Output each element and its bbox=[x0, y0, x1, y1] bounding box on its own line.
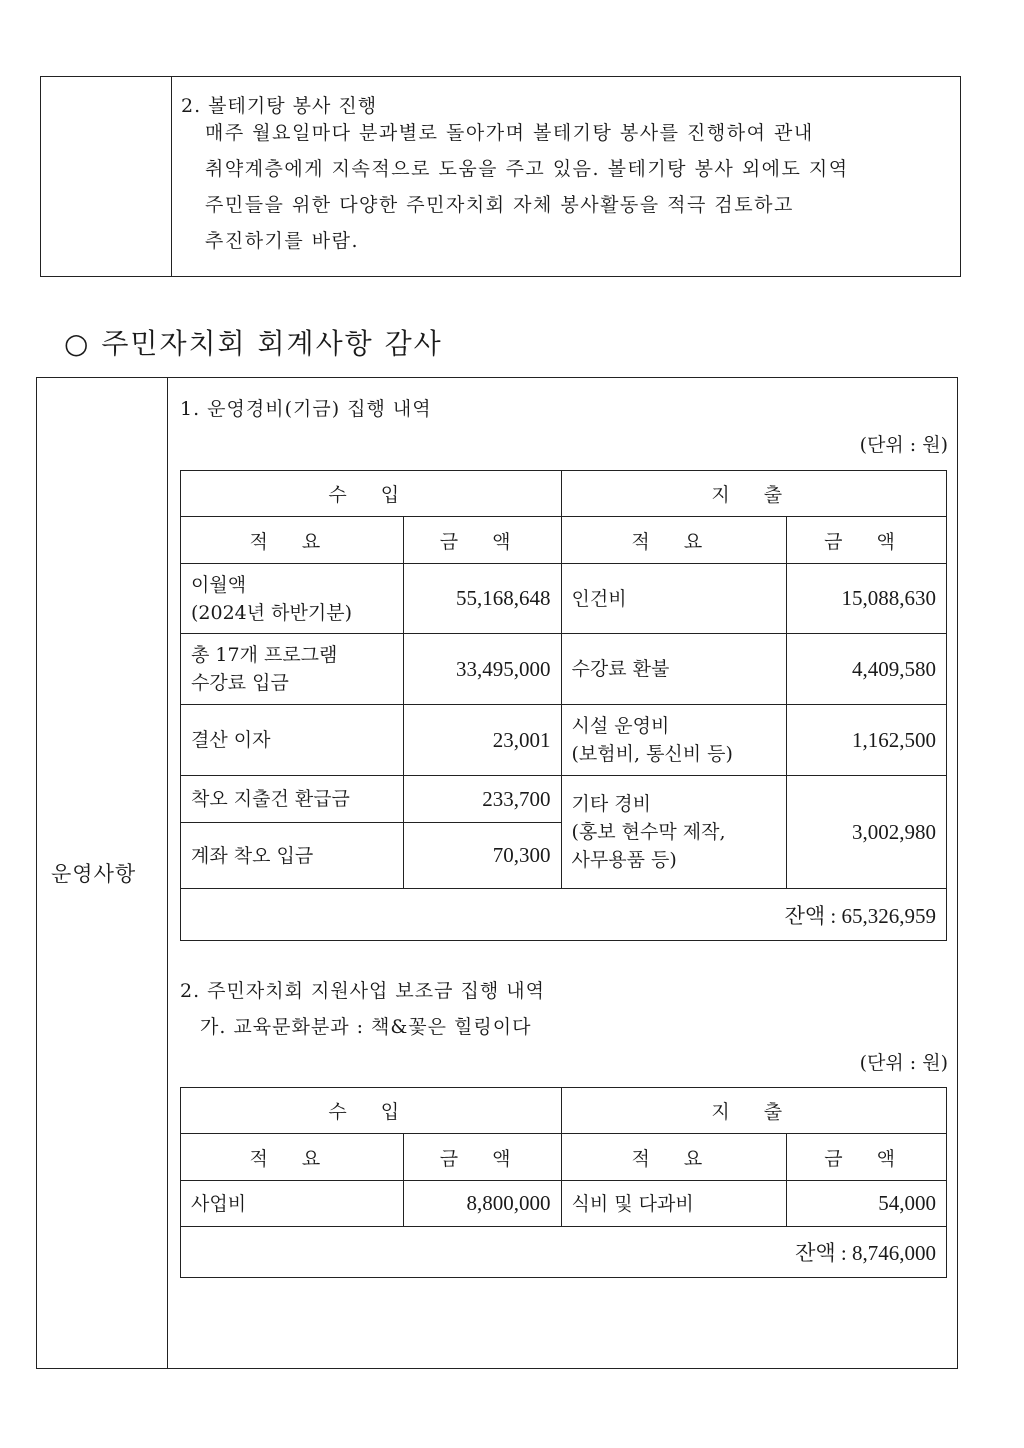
expense-amount: 1,162,500 bbox=[787, 705, 947, 776]
expense-amount: 3,002,980 bbox=[787, 776, 947, 889]
amount-header: 금 액 bbox=[403, 517, 561, 564]
income-amount: 23,001 bbox=[403, 705, 561, 776]
circle-bullet-icon: ○ bbox=[64, 327, 91, 360]
balance: 잔액 : 65,326,959 bbox=[181, 889, 947, 941]
divider bbox=[171, 77, 172, 276]
subsidy-table bbox=[180, 1087, 947, 1278]
expense-amount: 15,088,630 bbox=[787, 564, 947, 634]
part1-unit: (단위 : 원) bbox=[859, 434, 948, 456]
income-header: 수 입 bbox=[181, 1088, 562, 1134]
expense-desc: 기타 경비 (홍보 현수막 제작, 사무용품 등) bbox=[561, 776, 787, 889]
desc-header: 적 요 bbox=[181, 517, 404, 564]
income-desc: 사업비 bbox=[181, 1181, 404, 1227]
paragraph-line: 취약계층에게 지속적으로 도움을 주고 있음. 볼테기탕 봉사 외에도 지역 bbox=[205, 158, 849, 180]
income-header: 수 입 bbox=[181, 471, 562, 517]
paragraph-line: 추진하기를 바람. bbox=[205, 230, 360, 252]
table-row bbox=[181, 1181, 947, 1227]
expense-header: 지 출 bbox=[561, 1088, 946, 1134]
desc-header: 적 요 bbox=[561, 1134, 787, 1181]
income-desc: 착오 지출건 환급금 bbox=[181, 776, 404, 823]
operating-funds-table bbox=[180, 470, 947, 941]
expense-desc: 수강료 환불 bbox=[561, 634, 787, 705]
expense-desc: 인건비 bbox=[561, 564, 787, 634]
table-row bbox=[181, 705, 947, 776]
income-desc: 계좌 착오 입금 bbox=[181, 823, 404, 889]
amount-header: 금 액 bbox=[787, 1134, 947, 1181]
income-desc: 결산 이자 bbox=[181, 705, 404, 776]
part2-subheading: 가. 교육문화분과 : 책&꽃은 힐링이다 bbox=[200, 1016, 532, 1038]
part2-unit: (단위 : 원) bbox=[859, 1052, 948, 1074]
desc-header: 적 요 bbox=[181, 1134, 404, 1181]
income-amount: 33,495,000 bbox=[403, 634, 561, 705]
income-amount: 55,168,648 bbox=[403, 564, 561, 634]
part1-heading: 1. 운영경비(기금) 집행 내역 bbox=[180, 398, 432, 420]
paragraph-line: 주민들을 위한 다양한 주민자치회 자체 봉사활동을 적극 검토하고 bbox=[205, 194, 794, 216]
balance: 잔액 : 8,746,000 bbox=[181, 1227, 947, 1278]
expense-desc: 식비 및 다과비 bbox=[561, 1181, 787, 1227]
income-desc: 총 17개 프로그램 수강료 입금 bbox=[181, 634, 404, 705]
desc-header: 적 요 bbox=[561, 517, 787, 564]
table-row bbox=[181, 634, 947, 705]
section-title bbox=[64, 322, 443, 362]
part2-heading: 2. 주민자치회 지원사업 보조금 집행 내역 bbox=[180, 980, 545, 1002]
expense-amount: 4,409,580 bbox=[787, 634, 947, 705]
expense-header: 지 출 bbox=[561, 471, 946, 517]
amount-header: 금 액 bbox=[787, 517, 947, 564]
expense-desc: 시설 운영비 (보험비, 통신비 등) bbox=[561, 705, 787, 776]
top-paragraph bbox=[205, 115, 849, 259]
top-heading: 2. 볼테기탕 봉사 진행 bbox=[181, 95, 378, 117]
top-section-box bbox=[40, 76, 961, 277]
row-label: 운영사항 bbox=[51, 862, 137, 886]
income-amount: 233,700 bbox=[403, 776, 561, 823]
expense-amount: 54,000 bbox=[787, 1181, 947, 1227]
income-amount: 70,300 bbox=[403, 823, 561, 889]
table-row bbox=[181, 564, 947, 634]
paragraph-line: 매주 월요일마다 분과별로 돌아가며 볼테기탕 봉사를 진행하여 관내 bbox=[205, 122, 814, 144]
income-amount: 8,800,000 bbox=[403, 1181, 561, 1227]
amount-header: 금 액 bbox=[403, 1134, 561, 1181]
income-desc: 이월액 (2024년 하반기분) bbox=[181, 564, 404, 634]
table-row bbox=[181, 776, 947, 823]
divider bbox=[167, 378, 168, 1368]
section-title-text: 주민자치회 회계사항 감사 bbox=[101, 327, 443, 360]
